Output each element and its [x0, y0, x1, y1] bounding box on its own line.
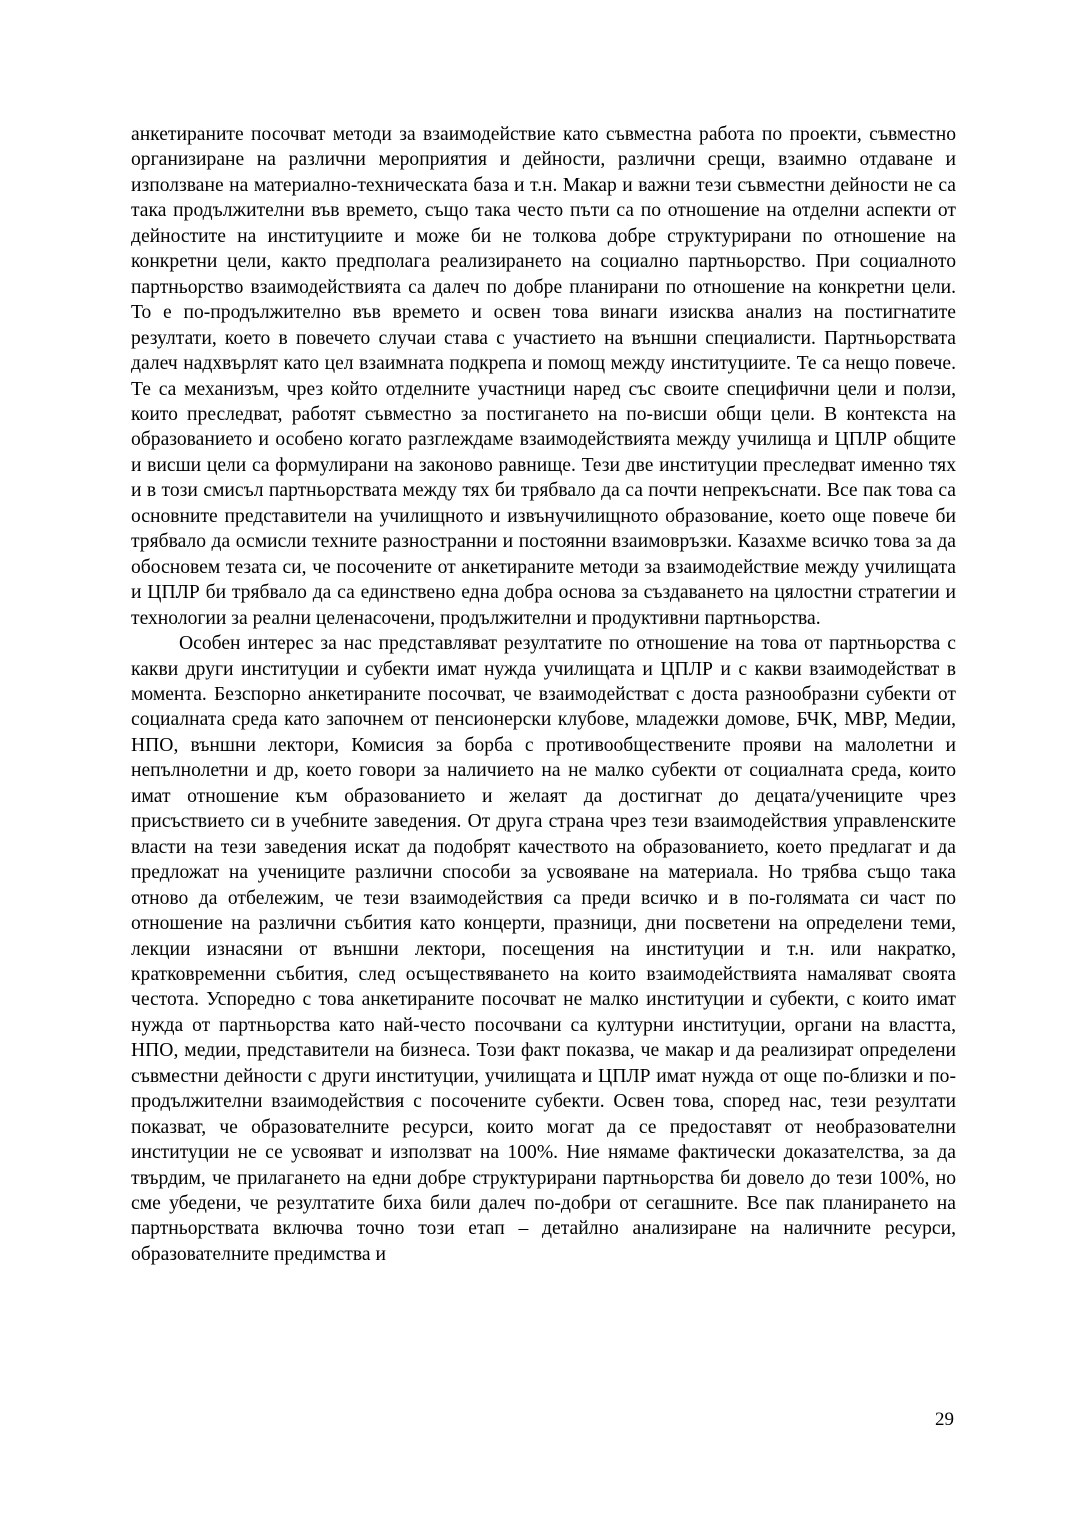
page-text-block [131, 122, 956, 1267]
paragraph: анкетираните посочват методи за взаимодействие като съвместна работа по проекти, съвместно организиране на различни мероприятия и дейности, различни срещи, взаимно отдаване и използване на материално-техническата база и т.н. Макар и важни тези съвместни дейности не са така продължителни във времето, също така често пъти са по отношение на отделни аспекти от дейностите на институциите и може би не толкова добре структурирани по отношение на конкретни цели, както предполага реализирането на социално партньорство. При социалното партньорство взаимодействията са далеч по добре планирани по отношение на конкретни цели. То е по-продължително във времето и освен това винаги изисква анализ на постигнатите резултати, което в повечето случаи става с участието на външни специалисти. Партньорствата далеч надхвърлят като цел взаимната подкрепа и помощ между институциите. Те са нещо повече. Те са механизъм, чрез който отделните участници наред със своите специфични цели и ползи, които преследват, работят съвместно за постигането на по-висши общи цели. В контекста на образованието и особено когато разглеждаме взаимодействията между училища и ЦПЛР общите и висши цели са формулирани на законово равнище. Тези две институции преследват именно тях и в този смисъл партньорствата между тях би трябвало да са почти непрекъснати. Все пак това са основните представители на училищното и извънучилищното образование, което още повече би трябвало да осмисли техните разностранни и постоянни взаимовръзки. Казахме всичко това за да обосновем тезата си, че посочените от анкетираните методи за взаимодействие между училищата и ЦПЛР би трябвало да са единствено една добра основа за създаването на цялостни стратегии и технологии за реални целенасочени, продължителни и продуктивни партньорства. [131, 124, 956, 629]
page-number: 29 [935, 1409, 954, 1430]
paragraph: Особен интерес за нас представляват резултатите по отношение на това от партньорства с какви други институции и субекти имат нужда училищата и ЦПЛР и с какви взаимодействат в момента. Безспорно анкетираните посочват, че взаимодействат с доста разнообразни субекти от социалната среда като започнем от пенсионерски клубове, младежки домове, БЧК, МВР, Медии, НПО, външни лектори, Комисия за борба с противообществените прояви на малолетни и непълнолетни и др, което говори за наличието на не малко субекти от социалната среда, които имат отношение към образованието и желаят да достигнат до децата/учениците чрез присъствието си в учебните заведения. От друга страна чрез тези взаимодействия управленските власти на тези заведения искат да подобрят качеството на образованието, което предлагат и да предложат на учениците различни способи за усвояване на материала. Но трябва също така отново да отбележим, че тези взаимодействия са преди всичко и в по-голямата си част по отношение на различни събития като концерти, празници, дни посветени на определени теми, лекции изнасяни от външни лектори, посещения на институции и т.н. или накратко, кратковременни събития, след осъществяването на които взаимодействията намаляват своята честота. Успоредно с това анкетираните посочват не малко институции и субекти, с които имат нужда от партньорства като най-често посочвани са културни институции, органи на властта, НПО, медии, представители на бизнеса. Този факт показва, че макар и да реализират определени съвместни дейности с други институции, училищата и ЦПЛР имат нужда от още по-близки и по-продължителни взаимодействия с посочените субекти. Освен това, според нас, тези резултати показват, че образователните ресурси, които могат да се предоставят от необразователни институции не се усвояват и използват на 100%. Ние нямаме фактически доказателства, за да твърдим, че прилагането на едни добре структурирани партньорства би довело до тези 100%, но сме убедени, че резултатите биха били далеч по-добри от сегашните. Все пак планирането на партньорствата включва точно този етап – детайлно анализиране на наличните ресурси, образователните предимства и [131, 633, 956, 1265]
